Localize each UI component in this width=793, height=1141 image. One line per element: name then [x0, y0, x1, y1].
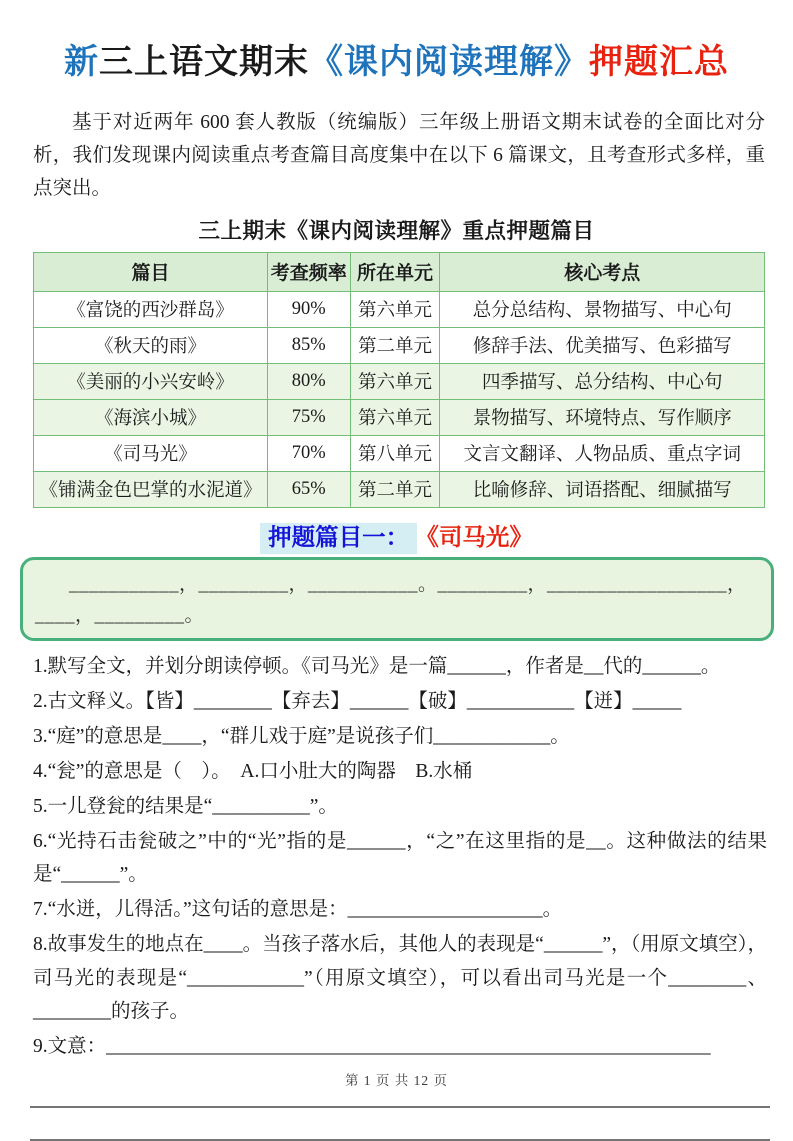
table-header-cell: 所在单元 [350, 252, 440, 291]
table-cell: 85% [267, 327, 350, 363]
table-cell: 《司马光》 [34, 435, 268, 471]
table-cell: 《富饶的西沙群岛》 [34, 291, 268, 327]
table-row [34, 399, 765, 435]
table-cell: 比喻修辞、词语搭配、细腻描写 [440, 471, 765, 507]
table-header-cell: 篇目 [34, 252, 268, 291]
table-header-row-inner [34, 252, 765, 291]
table-header-cell: 核心考点 [440, 252, 765, 291]
dictation-box [20, 557, 774, 641]
table-cell: 文言文翻译、人物品质、重点字词 [440, 435, 765, 471]
table-cell: 《海滨小城》 [34, 399, 268, 435]
question: 3.“庭”的意思是____，“群儿戏于庭”是说孩子们____________。 [33, 725, 570, 747]
table-cell: 第二单元 [350, 327, 440, 363]
table-cell: 第八单元 [350, 435, 440, 471]
title-part-summary: 押题汇总 [589, 44, 729, 81]
table-cell: 景物描写、环境特点、写作顺序 [440, 399, 765, 435]
page-number-footer: 第 1 页 共 12 页 [344, 1073, 449, 1088]
question: 8.故事发生的地点在____。当孩子落水后，其他人的表现是“______”，（用原文填空），司马光的表现是“____________”（用原文填空），可以看出司马光是一个________、________的孩子。 [33, 934, 767, 1023]
table-cell: 总分总结构、景物描写、中心句 [440, 291, 765, 327]
table-cell: 90% [267, 291, 350, 327]
table-header-row [34, 252, 765, 291]
table-cell: 第六单元 [350, 399, 440, 435]
question-list [33, 650, 767, 1064]
table-cell: 《铺满金色巴掌的水泥道》 [34, 471, 268, 507]
key-articles-table [33, 252, 765, 508]
dictation-line-1: ___________，_________，___________。_________，__________________， [69, 573, 747, 595]
table-cell: 第六单元 [350, 363, 440, 399]
table-cell: 第二单元 [350, 471, 440, 507]
table-cell: 《秋天的雨》 [34, 327, 268, 363]
table-row [34, 363, 765, 399]
table-row [34, 291, 765, 327]
table-cell: 修辞手法、优美描写、色彩描写 [440, 327, 765, 363]
table-row [34, 471, 765, 507]
title-part-new: 新 [64, 44, 99, 81]
table-body [34, 291, 765, 507]
section-label: 押题篇目一： [260, 523, 417, 554]
answer-line [30, 1139, 770, 1141]
title-part-term: 三上语文期末 [99, 44, 309, 81]
title-part-topic: 《课内阅读理解》 [309, 44, 589, 81]
table-cell: 四季描写、总分结构、中心句 [440, 363, 765, 399]
table-cell: 75% [267, 399, 350, 435]
table-header-cell: 考查频率 [267, 252, 350, 291]
question: 7.“水迸，儿得活。”这句话的意思是：____________________。 [33, 899, 563, 921]
section-heading [0, 518, 793, 552]
answer-line [30, 1106, 770, 1108]
table-cell: 65% [267, 471, 350, 507]
table-cell: 《美丽的小兴安岭》 [34, 363, 268, 399]
section-article-title: 《司马光》 [427, 524, 533, 551]
question: 6.“光持石击瓮破之”中的“光”指的是______，“之”在这里指的是__。这种做法的结果是“______”。 [33, 830, 767, 886]
table-cell: 第六单元 [350, 291, 440, 327]
table-cell: 80% [267, 363, 350, 399]
table-cell: 70% [267, 435, 350, 471]
table-title: 三上期末《课内阅读理解》重点押题篇目 [198, 218, 595, 243]
dictation-line-2: ____，_________。 [35, 604, 205, 626]
question: 1.默写全文，并划分朗读停顿。《司马光》是一篇______，作者是__代的______。 [33, 655, 721, 677]
page-title [0, 34, 793, 83]
question: 5.一儿登瓮的结果是“__________”。 [33, 795, 338, 817]
table-row [34, 435, 765, 471]
question: 2.古文释义。【皆】________【弃去】______【破】___________【迸】_____ [33, 690, 682, 712]
intro-paragraph: 基于对近两年 600 套人教版（统编版）三年级上册语文期末试卷的全面比对分析，我们发现课内阅读重点考查篇目高度集中在以下 6 篇课文，且考查形式多样，重点突出。 [33, 111, 765, 199]
question: 4.“瓮”的意思是（ ）。 A.口小肚大的陶器 B.水桶 [33, 760, 473, 782]
question: 9.文意：______________________________________________________________ [33, 1036, 711, 1058]
table-row [34, 327, 765, 363]
